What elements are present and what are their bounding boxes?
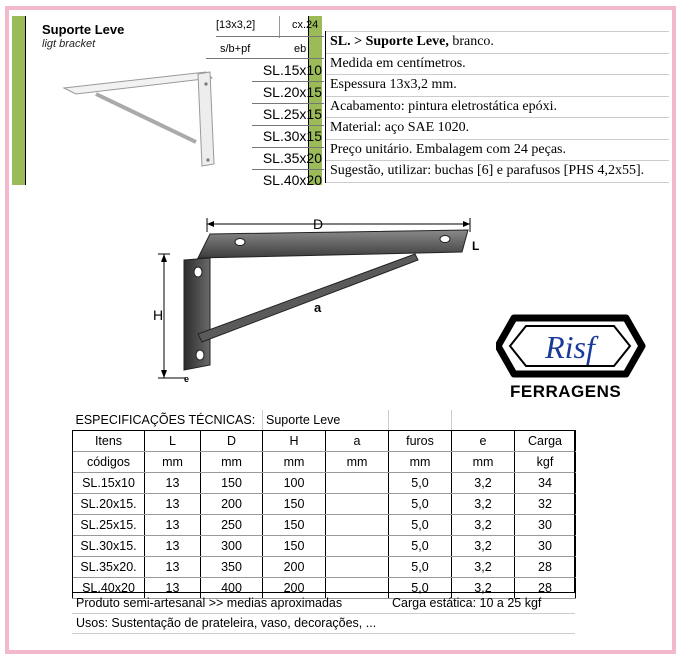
specs-cell: 13: [145, 515, 201, 536]
diagram-label-h: H: [152, 307, 164, 323]
specs-cell: 34: [515, 473, 576, 494]
specs-cell: [326, 536, 389, 557]
specs-cell: [326, 557, 389, 578]
specs-unit: mm: [201, 452, 263, 473]
specs-cell: 400: [201, 578, 263, 599]
specs-unit: mm: [452, 452, 515, 473]
specs-unit: mm: [145, 452, 201, 473]
note-uses: Usos: Sustentação de prateleira, vaso, decorações, ...: [76, 616, 377, 630]
diagram-label-e: e: [184, 374, 190, 384]
specs-cell: 5,0: [389, 578, 452, 599]
specs-title-value: Suporte Leve: [263, 410, 389, 431]
note-load: Carga estática: 10 a 25 kgf: [392, 596, 542, 610]
specs-cell: 13: [145, 557, 201, 578]
specs-cell: 150: [263, 515, 326, 536]
specs-cell: 3,2: [452, 473, 515, 494]
specs-cell: 350: [201, 557, 263, 578]
diagram-label-l: L: [472, 239, 480, 253]
specs-unit: mm: [263, 452, 326, 473]
card-divider: [216, 36, 324, 37]
card-code: SL.30x15: [252, 126, 324, 148]
footer-divider: [72, 633, 575, 634]
specs-cell: SL.35x20.: [73, 557, 145, 578]
specs-header: e: [452, 431, 515, 452]
card-divider: [279, 16, 280, 38]
card-divider: [206, 58, 324, 59]
table-row: [73, 494, 576, 515]
specs-unit: mm: [326, 452, 389, 473]
logo-brand: FERRAGENS: [510, 382, 622, 401]
specs-cell: 3,2: [452, 494, 515, 515]
card-code: SL.20x15: [252, 82, 324, 104]
card-code: SL.35x20: [252, 148, 324, 170]
specs-cell: SL.25x15.: [73, 515, 145, 536]
specs-cell: SL.20x15.: [73, 494, 145, 515]
description-heading-rest: branco.: [448, 34, 494, 49]
specs-cell: SL.40x20: [73, 578, 145, 599]
specs-cell: SL.30x15.: [73, 536, 145, 557]
bracket-diagram: [150, 210, 490, 390]
specs-cell: 28: [515, 578, 576, 599]
card-body: [25, 16, 322, 188]
diagram-label-a: a: [314, 300, 322, 315]
table-row: [73, 536, 576, 557]
bracket-photo: [56, 64, 226, 174]
specs-cell: 3,2: [452, 578, 515, 599]
specs-table: [72, 410, 576, 599]
specs-cell: 200: [263, 578, 326, 599]
description-heading: SL. > Suporte Leve,: [330, 34, 449, 49]
card-title: Suporte Leve: [42, 22, 125, 37]
specs-cell: 100: [263, 473, 326, 494]
description-line: Material: aço SAE 1020.: [326, 118, 669, 140]
card-code: SL.40x20: [262, 172, 322, 188]
table-row: [73, 557, 576, 578]
footer-divider: [72, 613, 575, 614]
note-production: Produto semi-artesanal >> medias aproximadas: [76, 596, 343, 610]
specs-cell: 3,2: [452, 515, 515, 536]
specs-unit: kgf: [515, 452, 576, 473]
description-line: Acabamento: pintura eletrostática epóxi.: [326, 97, 669, 119]
description-table: [325, 31, 669, 183]
specs-cell: 5,0: [389, 494, 452, 515]
specs-cell: 300: [201, 536, 263, 557]
specs-cell: 150: [201, 473, 263, 494]
table-row: [73, 515, 576, 536]
specs-cell: 32: [515, 494, 576, 515]
specs-header: L: [145, 431, 201, 452]
specs-cell: 250: [201, 515, 263, 536]
specs-cell: 150: [263, 494, 326, 515]
specs-cell: 30: [515, 515, 576, 536]
specs-cell: 13: [145, 578, 201, 599]
specs-cell: 200: [201, 494, 263, 515]
specs-cell: 13: [145, 473, 201, 494]
specs-cell: 5,0: [389, 536, 452, 557]
specs-cell: [326, 473, 389, 494]
description-line: [326, 31, 669, 54]
description-line: Espessura 13x3,2 mm.: [326, 75, 669, 97]
specs-cell: 3,2: [452, 536, 515, 557]
specs-cell: [326, 515, 389, 536]
specs-cell: 30: [515, 536, 576, 557]
description-line: Preço unitário. Embalagem com 24 peças.: [326, 140, 669, 162]
specs-header-row: [73, 431, 576, 452]
specs-title-row: [73, 410, 576, 431]
specs-cell: 150: [263, 536, 326, 557]
specs-unit: códigos: [73, 452, 145, 473]
card-code: SL.25x15: [252, 104, 324, 126]
card-sbpf: s/b+pf: [220, 43, 251, 55]
card-eb: eb: [294, 43, 307, 55]
description-line: Sugestão, utilizar: buchas [6] e parafusos [PHS 4,2x55].: [326, 161, 669, 183]
specs-cell: SL.15x10: [73, 473, 145, 494]
table-row: [73, 473, 576, 494]
card-subtitle: ligt bracket: [42, 38, 96, 50]
specs-header: H: [263, 431, 326, 452]
card-quantity: cx.24: [292, 19, 319, 31]
card-accent-left: [12, 16, 25, 185]
specs-header: a: [326, 431, 389, 452]
logo-script: Risf: [545, 329, 595, 365]
specs-title: ESPECIFICAÇÕES TÉCNICAS:: [75, 413, 256, 427]
specs-cell: [326, 494, 389, 515]
specs-cell: 13: [145, 536, 201, 557]
specs-header: D: [201, 431, 263, 452]
diagram-label-d: D: [312, 216, 324, 232]
description-line: Medida em centímetros.: [326, 54, 669, 76]
specs-cell: 5,0: [389, 473, 452, 494]
specs-units-row: [73, 452, 576, 473]
specs-unit: mm: [389, 452, 452, 473]
specs-cell: 5,0: [389, 515, 452, 536]
specs-cell: 13: [145, 494, 201, 515]
product-card: [12, 16, 322, 188]
card-code: SL.15x10: [252, 60, 324, 82]
specs-cell: 5,0: [389, 557, 452, 578]
specs-cell: 200: [263, 557, 326, 578]
card-code-list: [252, 60, 324, 191]
specs-header: Carga: [515, 431, 576, 452]
card-dimension: [13x3,2]: [216, 19, 256, 31]
specs-header: Itens: [73, 431, 145, 452]
specs-cell: 3,2: [452, 557, 515, 578]
specs-cell: 28: [515, 557, 576, 578]
specs-header: furos: [389, 431, 452, 452]
